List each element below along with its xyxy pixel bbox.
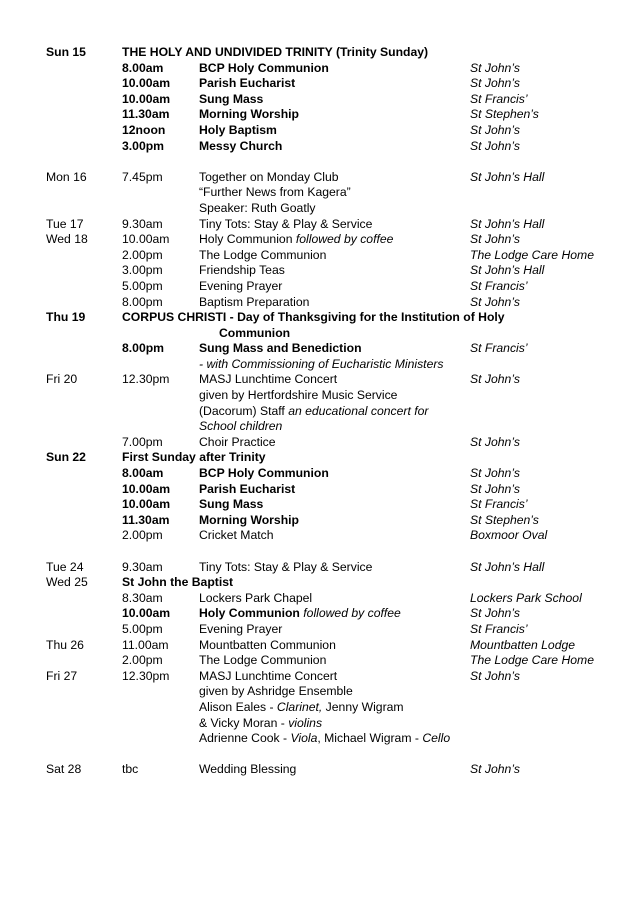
schedule-row <box>0 76 638 92</box>
event-label <box>199 201 316 217</box>
day-label: Wed 18 <box>46 232 88 247</box>
event-text: given by Hertfordshire Music Service <box>199 388 398 403</box>
event-label <box>199 762 296 778</box>
schedule-row <box>0 497 638 513</box>
time-label: 10.00am <box>122 91 171 106</box>
event-text-part: Cello <box>422 731 451 746</box>
section-title: THE HOLY AND UNDIVIDED TRINITY (Trinity Sunday) <box>122 45 429 59</box>
schedule-row <box>0 45 638 61</box>
event-text-italic: followed by coffee <box>299 606 401 621</box>
event-label <box>199 185 351 201</box>
event-label <box>199 419 282 435</box>
event-text-part: & Vicky Moran - <box>199 715 289 730</box>
place-label: St John’s Hall <box>470 559 545 574</box>
time-label: 8.30am <box>122 590 163 605</box>
day-label: Fri 20 <box>46 372 78 387</box>
place-label: St John’s <box>470 434 520 449</box>
event-text: MASJ Lunchtime Concert <box>199 668 338 683</box>
event-text: Cricket Match <box>199 528 274 543</box>
schedule-row <box>0 217 638 233</box>
event-text: Tiny Tots: Stay & Play & Service <box>199 559 373 574</box>
event-label <box>199 560 372 576</box>
event-label <box>199 482 295 498</box>
schedule-row <box>0 263 638 279</box>
section-title-continued: Communion <box>219 325 291 340</box>
event-text: Parish Eucharist <box>199 76 296 91</box>
event-label <box>199 669 337 685</box>
place-label: St John’s Hall <box>470 169 545 184</box>
event-text: The Lodge Communion <box>199 653 327 668</box>
schedule-row <box>0 606 638 622</box>
event-text: Mountbatten Communion <box>199 637 336 652</box>
time-label: 3.00pm <box>122 263 163 278</box>
place-label: Boxmoor Oval <box>470 528 548 543</box>
schedule-row <box>0 295 638 311</box>
event-text: Sung Mass <box>199 91 264 106</box>
event-text: Wedding Blessing <box>199 762 297 777</box>
event-label <box>199 217 372 233</box>
event-text: Sung Mass and Benediction <box>199 341 362 356</box>
event-label <box>199 700 404 716</box>
place-label: St Francis’ <box>470 341 528 356</box>
place-label: St Stephen’s <box>470 512 539 527</box>
event-label <box>199 591 312 607</box>
event-label <box>199 107 299 123</box>
time-label: 8.00am <box>122 60 164 75</box>
event-text: Evening Prayer <box>199 278 283 293</box>
day-label: Sun 15 <box>46 45 86 59</box>
place-label: St John’s <box>470 60 520 75</box>
event-text: Sung Mass <box>199 497 264 512</box>
event-label <box>199 638 336 654</box>
event-text-part: Clarinet, <box>276 699 323 714</box>
time-label: 5.00pm <box>122 621 163 636</box>
place-label: St John’s <box>470 466 520 481</box>
event-text: Holy Communion <box>199 232 296 247</box>
event-label <box>199 622 282 638</box>
event-text: The Lodge Communion <box>199 247 327 262</box>
event-text-italic: School children <box>199 419 283 434</box>
event-label <box>199 497 263 513</box>
time-label: tbc <box>122 762 139 777</box>
place-label: St Francis’ <box>470 278 528 293</box>
schedule-row <box>0 669 638 685</box>
day-label: Wed 25 <box>46 575 88 590</box>
schedule-row <box>0 310 638 326</box>
schedule-row <box>0 638 638 654</box>
schedule-row <box>0 591 638 607</box>
schedule-row <box>0 716 638 732</box>
schedule-row <box>0 107 638 123</box>
time-label: 7.45pm <box>122 169 163 184</box>
event-label <box>199 731 450 747</box>
place-label: St John’s <box>470 668 520 683</box>
event-label <box>199 263 285 279</box>
schedule-row <box>0 357 638 373</box>
event-label <box>199 279 282 295</box>
time-label: 2.00pm <box>122 528 163 543</box>
event-label <box>199 606 401 622</box>
event-label <box>199 232 393 248</box>
event-text: (Dacorum) Staff <box>199 403 289 418</box>
schedule-row <box>0 372 638 388</box>
schedule-row <box>0 341 638 357</box>
day-label: Fri 27 <box>46 668 78 683</box>
event-label <box>199 61 329 77</box>
time-label: 11.30am <box>122 512 170 527</box>
event-text-part: Viola <box>290 731 318 746</box>
event-text: given by Ashridge Ensemble <box>199 684 353 699</box>
event-label <box>199 684 353 700</box>
schedule-row <box>0 201 638 217</box>
schedule-row <box>0 575 638 591</box>
schedule-row <box>0 61 638 77</box>
place-label: St John’s <box>470 606 520 621</box>
schedule-row <box>0 482 638 498</box>
event-label <box>199 653 326 669</box>
time-label: 5.00pm <box>122 278 163 293</box>
place-label: St John’s <box>470 372 520 387</box>
schedule-row <box>0 248 638 264</box>
schedule-row <box>0 466 638 482</box>
event-text-part: Jenny Wigram <box>322 699 404 714</box>
schedule-row <box>0 232 638 248</box>
event-text-part: violins <box>288 715 323 730</box>
time-label: 10.00am <box>122 497 171 512</box>
schedule-row <box>0 700 638 716</box>
place-label: St John’s <box>470 76 520 91</box>
place-label: St Stephen’s <box>470 107 539 122</box>
event-text: Lockers Park Chapel <box>199 590 313 605</box>
schedule-row <box>0 653 638 669</box>
day-label: Tue 24 <box>46 559 84 574</box>
time-label: 2.00pm <box>122 653 163 668</box>
schedule-row <box>0 731 638 747</box>
event-label <box>199 388 397 404</box>
place-label: St John’s <box>470 122 520 137</box>
event-text: Tiny Tots: Stay & Play & Service <box>199 216 373 231</box>
event-label <box>199 513 299 529</box>
day-label: Tue 17 <box>46 216 84 231</box>
event-text: MASJ Lunchtime Concert <box>199 372 338 387</box>
schedule-row <box>0 528 638 544</box>
schedule-row <box>0 419 638 435</box>
place-label: St John’s <box>470 762 520 777</box>
place-label: St John’s Hall <box>470 216 545 231</box>
event-label <box>199 404 428 420</box>
event-text: Baptism Preparation <box>199 294 310 309</box>
event-text: Morning Worship <box>199 107 299 122</box>
event-label <box>199 295 309 311</box>
event-label <box>199 435 276 451</box>
event-label <box>199 76 295 92</box>
schedule-row <box>0 762 638 778</box>
time-label: 9.30am <box>122 559 163 574</box>
schedule-row <box>0 170 638 186</box>
place-label: St John’s <box>470 294 520 309</box>
event-text: Choir Practice <box>199 434 276 449</box>
schedule-row <box>0 622 638 638</box>
event-label <box>199 357 444 373</box>
event-text: Together on Monday Club <box>199 169 339 184</box>
event-text-bold: Holy Communion <box>199 606 300 621</box>
time-label: 8.00pm <box>122 294 163 309</box>
schedule-row <box>0 92 638 108</box>
section-title: St John the Baptist <box>122 575 234 590</box>
event-label <box>199 123 277 139</box>
place-label: The Lodge Care Home <box>470 247 594 262</box>
time-label: 11.30am <box>122 107 170 122</box>
time-label: 10.00am <box>122 606 171 621</box>
schedule-row <box>0 684 638 700</box>
schedule-row <box>0 404 638 420</box>
schedule-row <box>0 139 638 155</box>
schedule-row <box>0 450 638 466</box>
event-text: Friendship Teas <box>199 263 285 278</box>
schedule-row <box>0 435 638 451</box>
service-schedule <box>0 45 638 778</box>
event-label <box>199 248 326 264</box>
event-label <box>199 92 263 108</box>
event-label <box>199 372 337 388</box>
time-label: 9.30am <box>122 216 163 231</box>
place-label: Mountbatten Lodge <box>470 637 576 652</box>
place-label: St Francis’ <box>470 621 528 636</box>
time-label: 7.00pm <box>122 434 163 449</box>
place-label: St John’s Hall <box>470 263 545 278</box>
day-label: Sun 22 <box>46 450 86 465</box>
section-title: First Sunday after Trinity <box>122 450 266 465</box>
schedule-row <box>0 513 638 529</box>
time-label: 12.30pm <box>122 668 170 683</box>
schedule-row <box>0 326 638 342</box>
place-label: St John’s <box>470 481 520 496</box>
time-label: 10.00am <box>122 481 171 496</box>
event-text: Parish Eucharist <box>199 481 296 496</box>
time-label: 10.00am <box>122 76 171 91</box>
place-label: St Francis’ <box>470 91 528 106</box>
schedule-row <box>0 388 638 404</box>
event-label <box>199 528 274 544</box>
event-text-italic: followed by coffee <box>295 232 394 247</box>
place-label: Lockers Park School <box>470 590 582 605</box>
day-label: Mon 16 <box>46 169 87 184</box>
time-label: 12.30pm <box>122 372 170 387</box>
time-label: 3.00pm <box>122 138 165 153</box>
event-label <box>199 139 282 155</box>
event-label <box>199 466 329 482</box>
event-text-part: Adrienne Cook - <box>199 731 291 746</box>
place-label: St John’s <box>470 232 520 247</box>
event-label <box>199 716 322 732</box>
schedule-row <box>0 185 638 201</box>
day-label: Thu 19 <box>46 310 86 325</box>
place-label: St Francis’ <box>470 497 528 512</box>
day-label: Sat 28 <box>46 762 82 777</box>
schedule-row <box>0 123 638 139</box>
event-label <box>199 170 339 186</box>
schedule-row <box>0 279 638 295</box>
event-text: Evening Prayer <box>199 621 283 636</box>
event-text: Morning Worship <box>199 512 299 527</box>
time-label: 11.00am <box>122 637 169 652</box>
event-label <box>199 341 362 357</box>
event-text: Holy Baptism <box>199 122 277 137</box>
time-label: 2.00pm <box>122 247 163 262</box>
event-text-italic: - with Commissioning of Eucharistic Ministers <box>199 356 444 371</box>
schedule-row <box>0 560 638 576</box>
time-label: 10.00am <box>122 232 170 247</box>
event-text: “Further News from Kagera” <box>199 185 351 200</box>
time-label: 8.00pm <box>122 341 165 356</box>
place-label: St John’s <box>470 138 520 153</box>
event-text: BCP Holy Communion <box>199 60 329 75</box>
section-title: CORPUS CHRISTI - Day of Thanksgiving for the Institution of Holy <box>122 310 505 325</box>
event-text-part: , Michael Wigram - <box>317 731 423 746</box>
event-text: BCP Holy Communion <box>199 466 329 481</box>
time-label: 8.00am <box>122 466 164 481</box>
event-text: Speaker: Ruth Goatly <box>199 200 316 215</box>
day-label: Thu 26 <box>46 637 84 652</box>
event-text-part: Alison Eales - <box>199 699 277 714</box>
time-label: 12noon <box>122 122 166 137</box>
event-text-italic: an educational concert for <box>288 403 429 418</box>
place-label: The Lodge Care Home <box>470 653 594 668</box>
event-text: Messy Church <box>199 138 283 153</box>
